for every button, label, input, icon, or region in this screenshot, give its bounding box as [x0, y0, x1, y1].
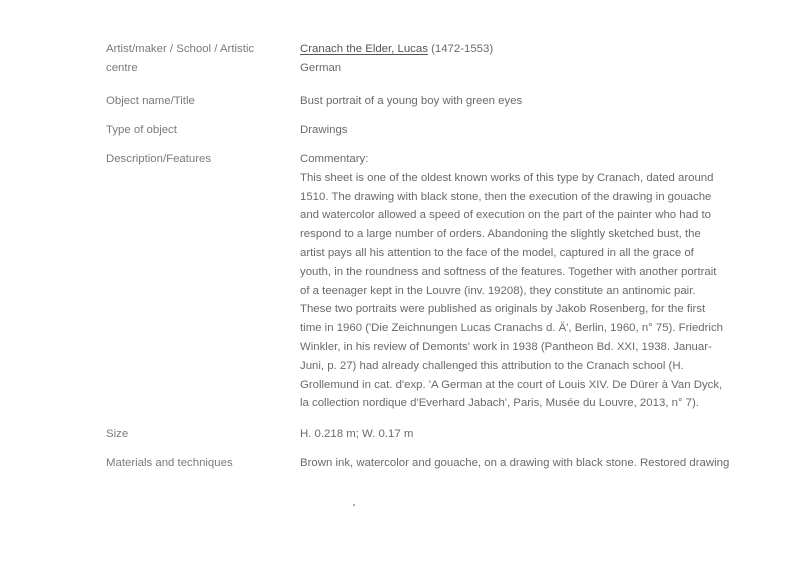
type-value: Drawings	[300, 124, 348, 136]
artist-label: Artist/maker / School / Artistic centre	[106, 43, 255, 74]
description-value	[300, 150, 725, 413]
description-heading: Commentary:	[300, 153, 369, 165]
artist-dates: (1472-1553)	[427, 43, 494, 55]
object-name-label: Object name/Title	[106, 95, 195, 107]
materials-value: Brown ink, watercolor and gouache, on a drawing with black stone. Restored drawing	[300, 457, 730, 469]
artist-value	[300, 40, 725, 78]
artist-school: German	[300, 61, 342, 74]
separator-dot	[353, 504, 355, 506]
type-label: Type of object	[106, 124, 177, 136]
size-value: H. 0.218 m; W. 0.17 m	[300, 428, 414, 440]
description-label: Description/Features	[106, 153, 212, 165]
size-label: Size	[106, 428, 129, 440]
materials-label: Materials and techniques	[106, 457, 233, 469]
object-name-value: Bust portrait of a young boy with green eyes	[300, 95, 523, 107]
artist-name-link[interactable]: Cranach the Elder, Lucas	[300, 43, 428, 55]
artist-line	[300, 40, 725, 59]
description-text: This sheet is one of the oldest known works of this type by Cranach, dated around 1510. The drawing with black stone, then the execution of the drawing in gouache and watercolor allowed a speed of execution on the part of the painter who had to respond to a large number of orders. Abandoning the slightly sketched bust, the artist pays all his attention to the face of the model, captured in all the grace of youth, in the roundness and softness of the features. Together with another portrait of a teenager kept in the Louvre (inv. 19208), they constitute an antinomic pair. These two portraits were published as originals by Jakob Rosenberg, for the first time in 1960 ('Die Zeichnungen Lucas Cranachs d. Ä', Berlin, 1960, n° 75). Friedrich Winkler, in his review of Demonts' work in 1938 (Pantheon Bd. XXI, 1938. Januar-Juni, p. 27) had already challenged this attribution to the Cranach school (H. Grollemund in cat. d'exp. 'A German at the court of Louis XIV. De Dürer à Van Dyck, la collection nordique d'Everhard Jabach', Paris, Musée du Louvre, 2013, n° 7).	[300, 171, 723, 410]
